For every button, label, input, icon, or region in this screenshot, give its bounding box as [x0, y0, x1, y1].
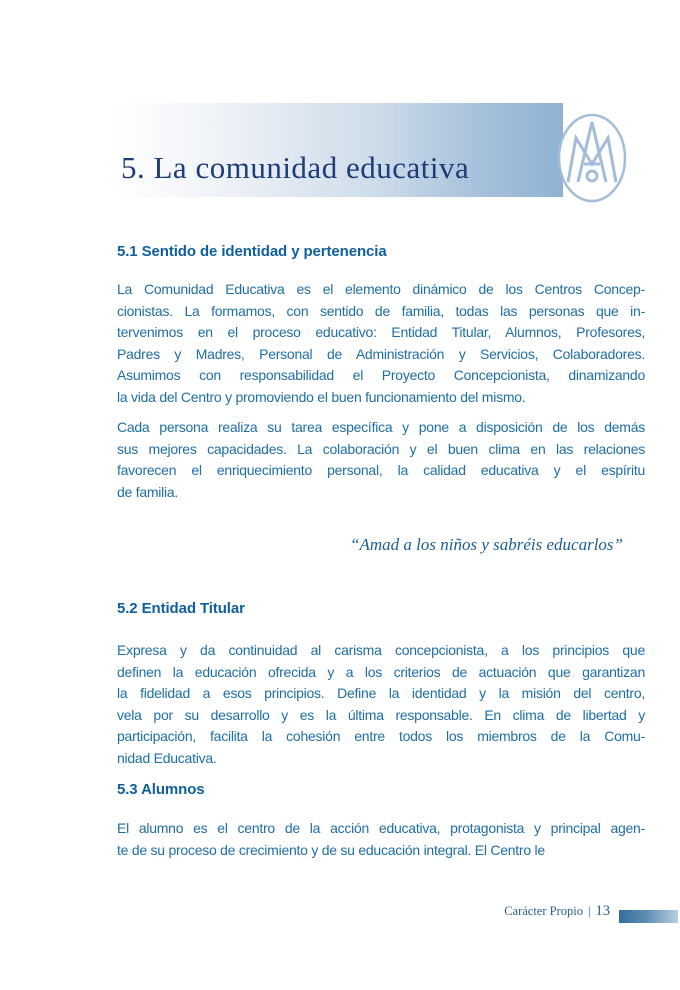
section-heading-5-3: 5.3 Alumnos [117, 781, 205, 798]
footer-accent-bar [619, 910, 678, 923]
text-line: la fidelidad a esos principios. Define la identidad y la misión del centro, [117, 685, 645, 701]
text-line: favorecen el enriquecimiento personal, la calidad educativa y el espíritu [117, 462, 645, 478]
text-line: Expresa y da continuidad al carisma concepcionista, a los principios que [117, 642, 645, 658]
footer-page-number: 13 [595, 903, 610, 919]
text-line: Asumimos con responsabilidad el Proyecto Concepcionista, dinamizando [117, 367, 645, 383]
text-line: La Comunidad Educativa es el elemento dinámico de los Centros Concep- [117, 281, 645, 297]
text-line: cionistas. La formamos, con sentido de familia, todas las personas que in- [117, 302, 645, 319]
text-line: El alumno es el centro de la acción educativa, protagonista y principal agen- [117, 820, 645, 836]
text-line: de familia. [117, 483, 179, 500]
text-line: sus mejores capacidades. La colaboración y el buen clima en las relaciones [117, 440, 645, 457]
text-line: Padres y Madres, Personal de Administración y Servicios, Colaboradores. [117, 345, 645, 362]
quote-text: “Amad a los niños y sabréis educarlos” [350, 535, 623, 554]
section-5-2-paragraph [117, 640, 645, 769]
text-line: tervenimos en el proceso educativo: Entidad Titular, Alumnos, Profesores, [117, 324, 645, 340]
text-line: te de su proceso de crecimiento y de su educación integral. El Centro le [117, 841, 545, 858]
section-heading-5-2: 5.2 Entidad Titular [117, 600, 245, 617]
section-5-3-paragraph [117, 818, 645, 861]
text-line: nidad Educativa. [117, 749, 217, 766]
text-line: definen la educación ofrecida y a los criterios de actuación que garantizan [117, 663, 645, 680]
page-footer [300, 903, 610, 920]
text-line: participación, facilita la cohesión entre todos los miembros de la Comu- [117, 728, 645, 744]
text-line: Cada persona realiza su tarea específica y pone a disposición de los demás [117, 419, 645, 435]
ave-maria-monogram-icon [556, 112, 628, 204]
page-title: 5. La comunidad educativa [121, 150, 470, 185]
text-line: vela por su desarrollo y es la última responsable. En clima de libertad y [117, 706, 645, 723]
footer-label: Carácter Propio [504, 904, 583, 918]
section-5-1-paragraph-1 [117, 279, 645, 408]
section-heading-5-1: 5.1 Sentido de identidad y pertenencia [117, 243, 387, 260]
section-5-1-paragraph-2 [117, 417, 645, 503]
footer-separator: | [587, 904, 591, 918]
text-line: la vida del Centro y promoviendo el buen funcionamiento del mismo. [117, 388, 526, 405]
